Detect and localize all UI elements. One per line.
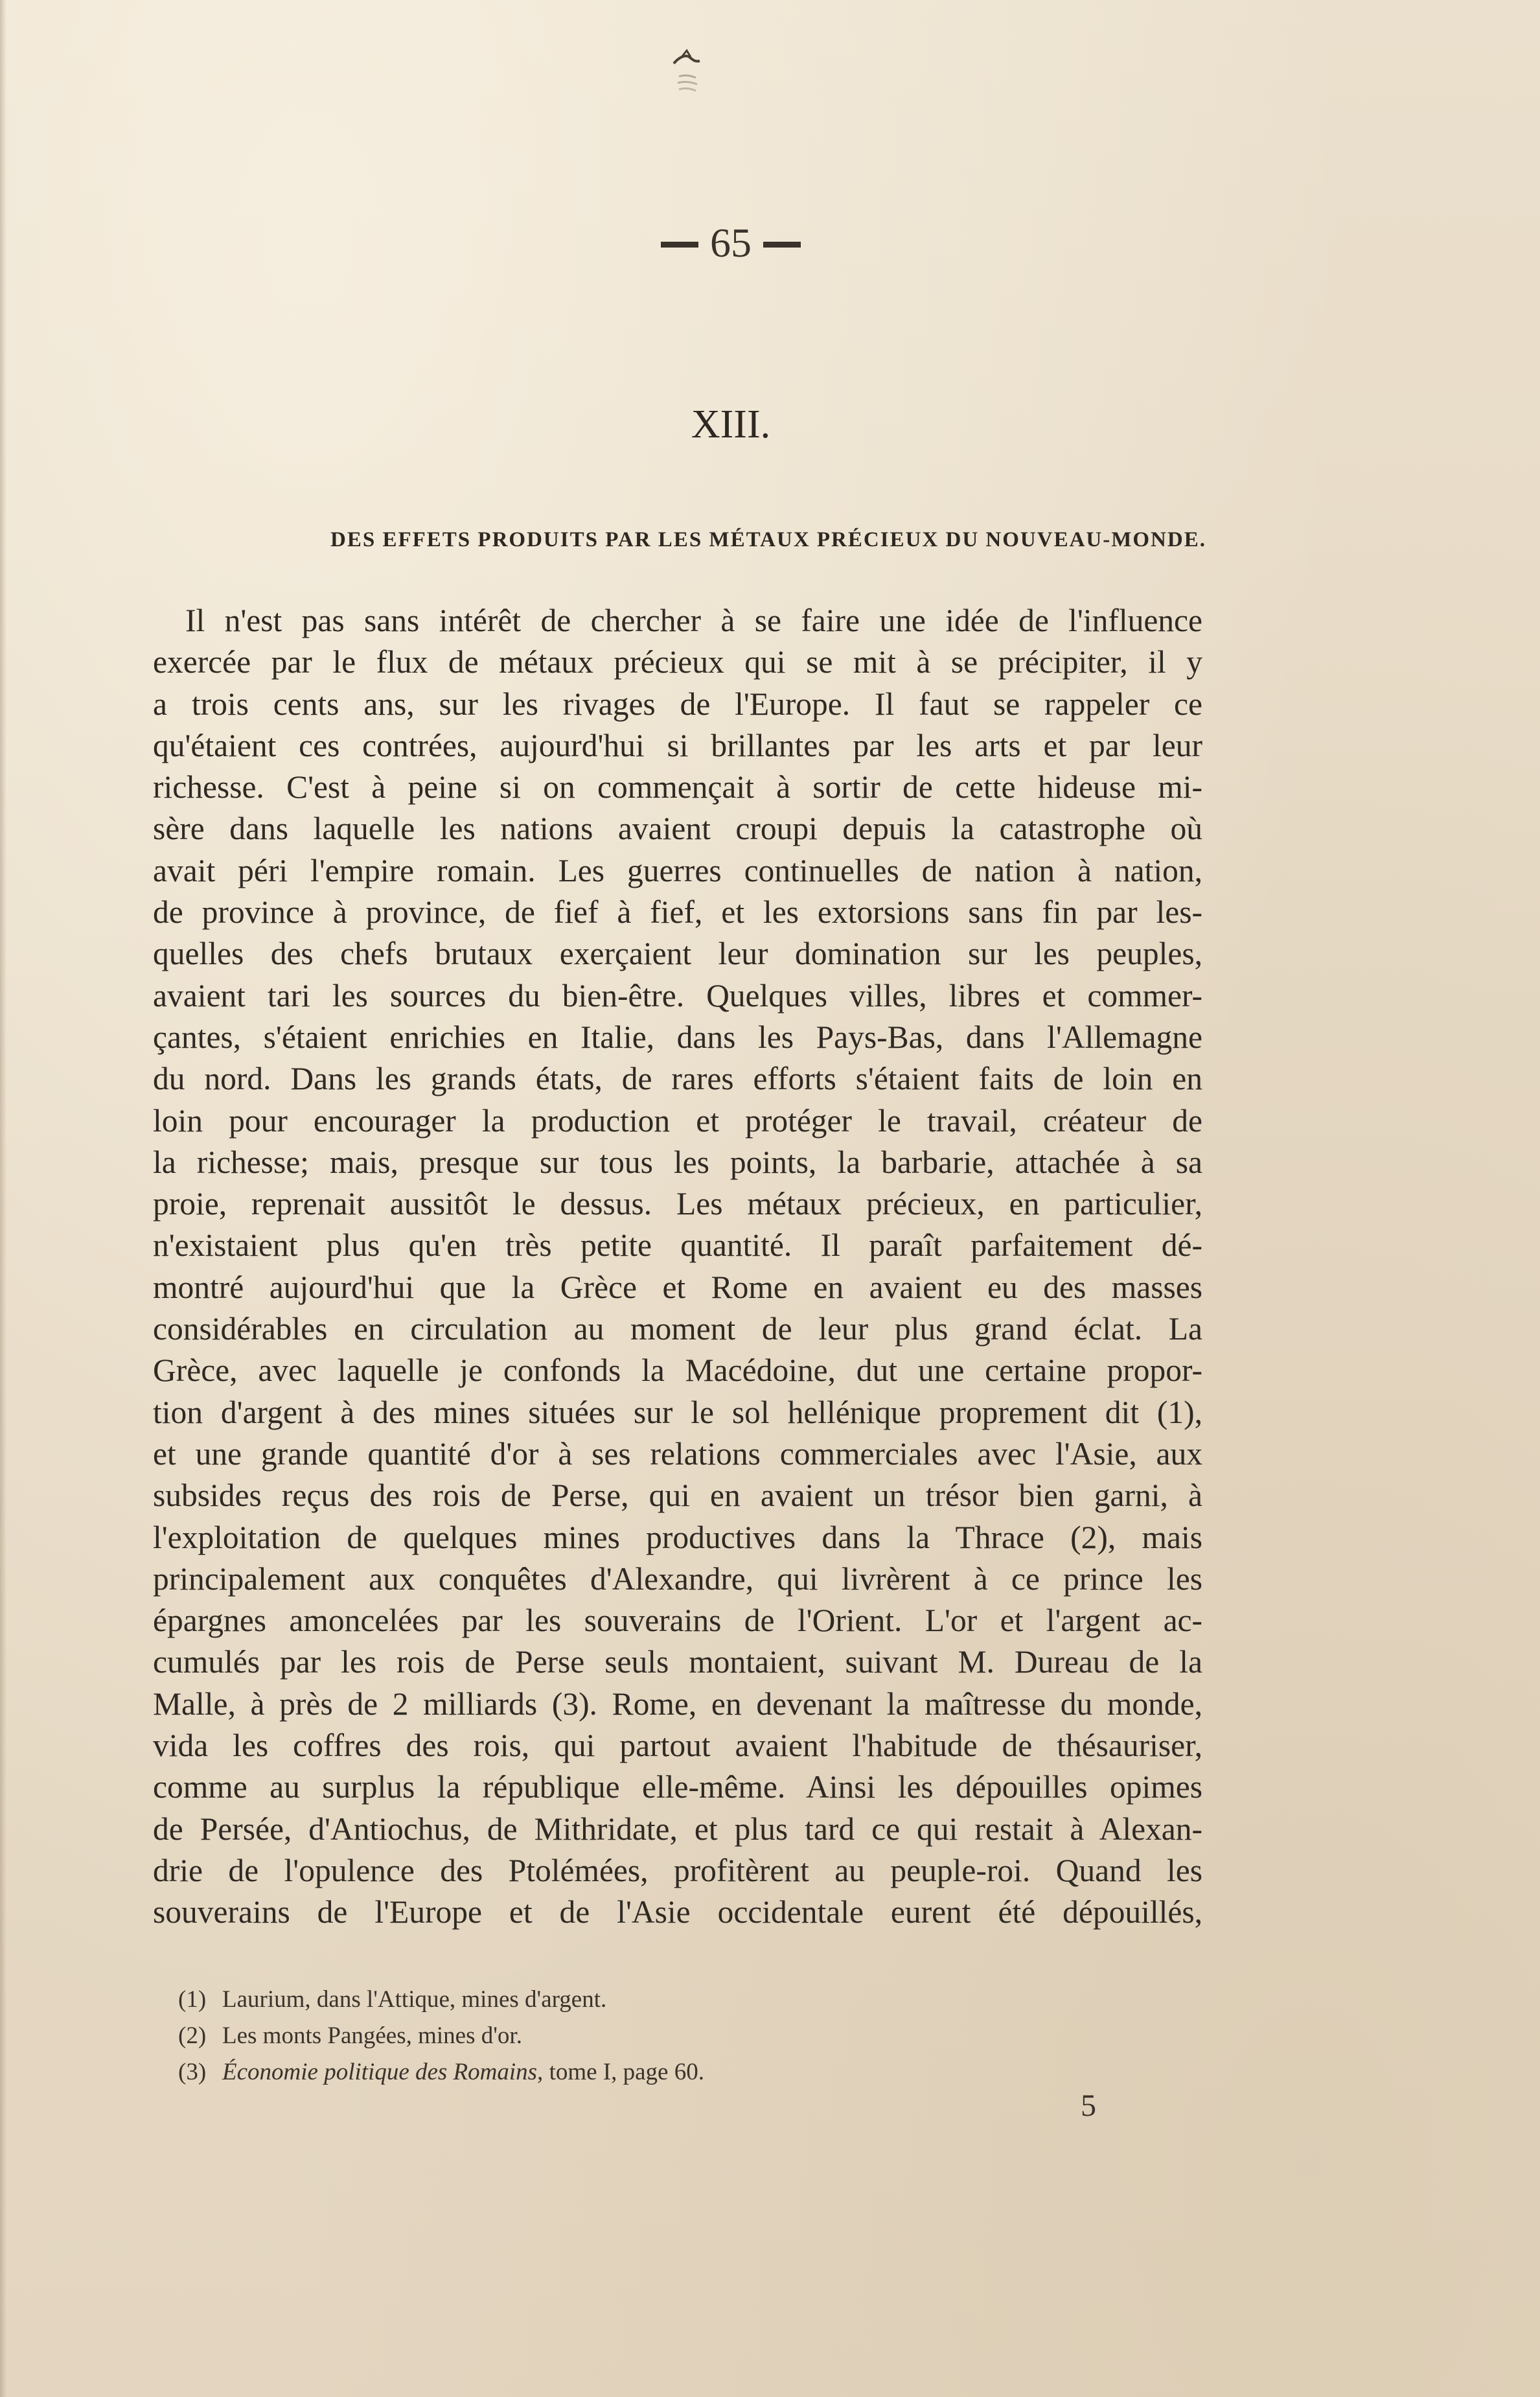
footnote-1	[178, 1982, 1215, 2018]
body-line: sère dans laquelle les nations avaient croupi depuis la catastrophe où	[153, 811, 1202, 847]
body-line: considérables en circulation au moment de leur plus grand éclat. La	[153, 1311, 1202, 1347]
body-line: çantes, s'étaient enrichies en Italie, dans les Pays-Bas, dans l'Allemagne	[153, 1019, 1202, 1055]
page-number-text: 65	[710, 220, 752, 266]
body-line: Malle, à près de 2 milliards (3). Rome, en devenant la maîtresse du monde,	[153, 1685, 1202, 1722]
footnote-label: (1)	[178, 1986, 207, 2013]
body-line: subsides reçus des rois de Perse, qui en avaient un trésor bien garni, à	[153, 1477, 1202, 1514]
body-line: cumulés par les rois de Perse seuls montaient, suivant M. Dureau de la	[153, 1644, 1202, 1680]
body-line: tion d'argent à des mines situées sur le sol hellénique proprement dit (1),	[153, 1394, 1202, 1430]
body-line: drie de l'opulence des Ptolémées, profitèrent au peuple-roi. Quand les	[153, 1852, 1202, 1888]
footnote-label: (3)	[178, 2059, 207, 2085]
page-edge-shadow	[0, 0, 6, 2397]
body-line: loin pour encourager la production et protéger le travail, créateur de	[153, 1102, 1202, 1139]
footnote-book-title: Économie politique des Romains,	[222, 2059, 544, 2085]
footnote-2	[178, 2018, 1215, 2054]
footnotes	[178, 1982, 1215, 2090]
body-line: montré aujourd'hui que la Grèce et Rome en avaient eu des masses	[153, 1269, 1202, 1305]
body-line: proie, reprenait aussitôt le dessus. Les métaux précieux, en particulier,	[153, 1186, 1202, 1222]
body-line: du nord. Dans les grands états, de rares efforts s'étaient faits de loin en	[153, 1061, 1202, 1097]
signature-mark: 5	[1081, 2089, 1096, 2123]
body-line: n'existaient plus qu'en très petite quantité. Il paraît parfaitement dé-	[153, 1227, 1202, 1264]
body-line: a trois cents ans, sur les rivages de l'Europe. Il faut se rappeler ce	[153, 686, 1202, 722]
body-line: l'exploitation de quelques mines productives dans la Thrace (2), mais	[153, 1519, 1202, 1555]
body-line: Il n'est pas sans intérêt de chercher à se faire une idée de l'influence	[185, 603, 1202, 638]
body-line: principalement aux conquêtes d'Alexandre, qui livrèrent à ce prince les	[153, 1560, 1202, 1597]
decorative-ornament-icon	[667, 38, 706, 109]
chapter-number: XIII.	[691, 402, 771, 446]
body-line: Grèce, avec laquelle je confonds la Macédoine, dut une certaine propor-	[153, 1352, 1202, 1389]
body-line: et une grande quantité d'or à ses relations commerciales avec l'Asie, aux	[153, 1435, 1202, 1472]
body-line: la richesse; mais, presque sur tous les points, la barbarie, attachée à sa	[153, 1144, 1202, 1180]
body-line: avaient tari les sources du bien-être. Quelques villes, libres et commer-	[153, 977, 1202, 1013]
body-line: richesse. C'est à peine si on commençait à sortir de cette hideuse mi-	[153, 769, 1202, 805]
body-line: exercée par le flux de métaux précieux qui se mit à se précipiter, il y	[153, 644, 1202, 680]
footnote-text: Laurium, dans l'Attique, mines d'argent.	[222, 1986, 607, 2013]
page-number-right-dash	[763, 242, 801, 248]
footnote-text: tome I, page 60.	[543, 2059, 704, 2085]
body-line: quelles des chefs brutaux exerçaient leur domination sur les peuples,	[153, 936, 1202, 972]
body-line: de Persée, d'Antiochus, de Mithridate, et plus tard ce qui restait à Alexan-	[153, 1811, 1202, 1847]
body-line: comme au surplus la république elle-même. Ainsi les dépouilles opimes	[153, 1769, 1202, 1805]
body-line: avait péri l'empire romain. Les guerres continuelles de nation à nation,	[153, 852, 1202, 888]
body-line: souverains de l'Europe et de l'Asie occidentale eurent été dépouillés,	[153, 1894, 1202, 1930]
body-line: épargnes amoncelées par les souverains de l'Orient. L'or et l'argent ac-	[153, 1603, 1202, 1639]
body-line: qu'étaient ces contrées, aujourd'hui si brillantes par les arts et par leur	[153, 727, 1202, 763]
body-line: de province à province, de fief à fief, et les extorsions sans fin par les-	[153, 894, 1202, 931]
body-line: vida les coffres des rois, qui partout avaient l'habitude de thésauriser,	[153, 1728, 1202, 1764]
footnote-3	[178, 2054, 1215, 2090]
page-number-left-dash	[661, 242, 698, 248]
page-number	[575, 214, 886, 272]
footnote-label: (2)	[178, 2022, 207, 2049]
footnote-text: Les monts Pangées, mines d'or.	[222, 2022, 522, 2049]
body-paragraph	[153, 600, 1202, 1934]
chapter-title: DES EFFETS PRODUITS PAR LES MÉTAUX PRÉCIEUX DU NOUVEAU-MONDE.	[330, 528, 1206, 551]
